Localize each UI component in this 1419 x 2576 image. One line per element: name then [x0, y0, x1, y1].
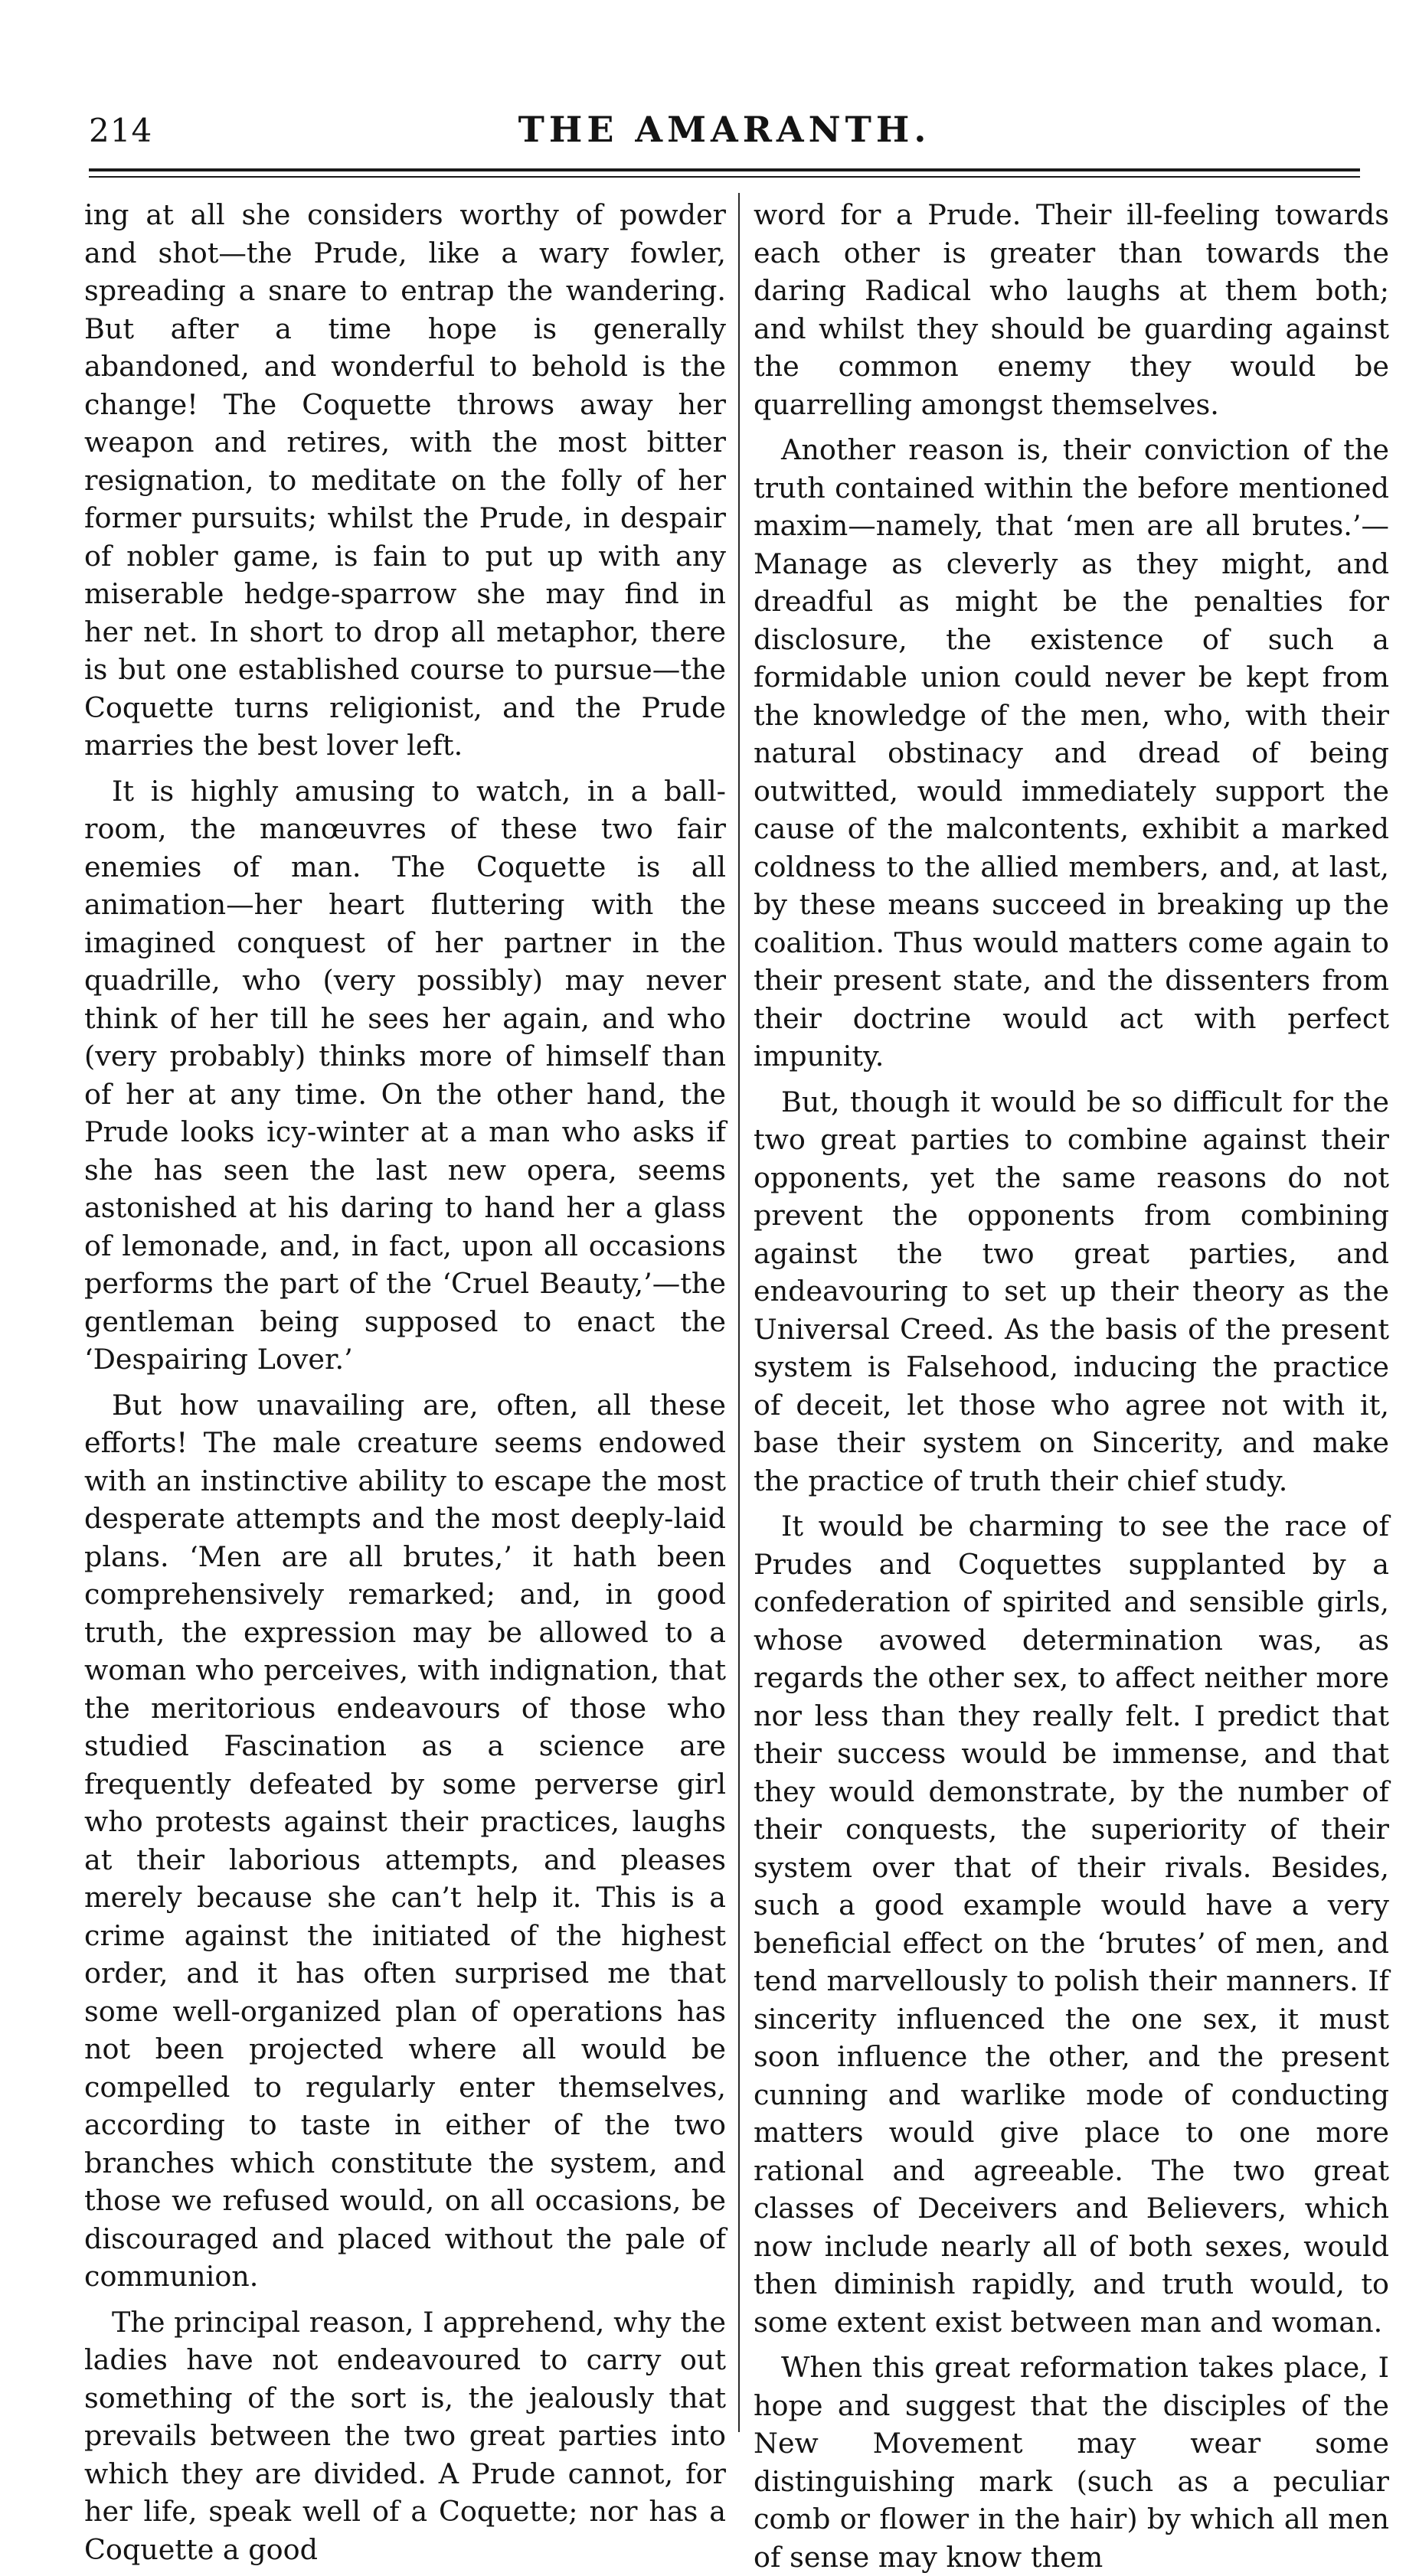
paragraph: But, though it would be so difficult for the two great parties to combine against their opponents, yet the same reasons do not prevent the opponents from combining against the two great parties, and endeavouring to set up their theory as the Universal Creed. As the basis of the present system is Falsehood, inducing the practice of deceit, let those who agree not with it, base their system on Sincerity, and make the practice of truth their chief study.	[754, 1085, 1389, 1497]
header-rule-thick	[89, 168, 1360, 171]
paragraph: word for a Prude. Their ill-feeling towards each other is greater than towards the daring Radical who laughs at them both; and whilst they should be guarding against the common enemy they would be quarrelling amongst themselves.	[754, 198, 1389, 421]
paragraph: The principal reason, I apprehend, why the ladies have not endeavoured to carry out something of the sort is, the jealously that prevails between the two great parties into which they are divided. A Prude cannot, for her life, speak well of a Coquette; nor has a Coquette a good	[84, 2305, 726, 2566]
paragraph: But how unavailing are, often, all these efforts! The male creature seems endowed with an instinctive ability to escape the most desperate attempts and the most deeply-laid plans. ‘Men are all brutes,’ it hath been comprehensively remarked; and, in good truth, the expression may be allowed to a woman who perceives, with indignation, that the meritorious endeavours of those who studied Fascination as a science are frequently defeated by some perverse girl who protests against their practices, laughs at their laborious attempts, and pleases merely because she can’t help it. This is a crime against the initiated of the highest order, and it has often surprised me that some well-organized plan of operations has not been projected where all would be compelled to regularly enter themselves, according to taste in either of the two branches which constitute the system, and those we refused would, on all occasions, be discouraged and placed without the pale of communion.	[84, 1388, 726, 2293]
paragraph: When this great reformation takes place, I hope and suggest that the disciples of the New Movement may wear some distinguishing mark (such as a peculiar comb or flower in the hair) by which all men of sense may know them	[754, 2351, 1389, 2574]
paragraph: Another reason is, their conviction of the truth contained within the before mentioned maxim—namely, that ‘men are all brutes.’—Manage as cleverly as they might, and dreadful as might be the penalties for disclosure, the existence of such a formidable union could never be kept from the knowledge of the men, who, with their natural obstinacy and dread of being outwitted, would immediately support the cause of the malcontents, exhibit a marked coldness to the allied members, and, at last, by these means succeed in breaking up the coalition. Thus would matters come again to their present state, and the dissenters from their doctrine would act with perfect impunity.	[754, 433, 1389, 1073]
header-rule-thin	[89, 176, 1360, 178]
right-column	[754, 196, 1389, 2576]
running-title: THE AMARANTH.	[518, 109, 931, 150]
page-header	[89, 106, 1360, 159]
paragraph: It is highly amusing to watch, in a ball-room, the manœuvres of these two fair enemies of man. The Coquette is all animation—her heart fluttering with the imagined conquest of her partner in the quadrille, who (very possibly) may never think of her till he sees her again, and who (very probably) thinks more of himself than of her at any time. On the other hand, the Prude looks icy-winter at a man who asks if she has seen the last new opera, seems astonished at his daring to hand her a glass of lemonade, and, in fact, upon all occasions performs the part of the ‘Cruel Beauty,’—the gentleman being supposed to enact the ‘Despairing Lover.’	[84, 774, 726, 1376]
left-column	[84, 196, 726, 2568]
column-divider	[738, 193, 740, 2432]
paragraph: ing at all she considers worthy of powder and shot—the Prude, like a wary fowler, spreading a snare to entrap the wandering. But after a time hope is generally abandoned, and wonderful to behold is the change! The Coquette throws away her weapon and retires, with the most bitter resignation, to meditate on the folly of her former pursuits; whilst the Prude, in despair of nobler game, is fain to put up with any miserable hedge-sparrow she may find in her net. In short to drop all metaphor, there is but one established course to pursue—the Coquette turns religionist, and the Prude marries the best lover left.	[84, 198, 726, 762]
page-number: 214	[89, 112, 153, 149]
paragraph: It would be charming to see the race of Prudes and Coquettes supplanted by a confederation of spirited and sensible girls, whose avowed determination was, as regards the other sex, to affect neither more nor less than they really felt. I predict that their success would be immense, and that they would demonstrate, by the number of their conquests, the superiority of their system over that of their rivals. Besides, such a good example would have a very beneficial effect on the ‘brutes’ of men, and tend marvellously to polish their manners. If sincerity influenced the one sex, it must soon influence the other, and the present cunning and warlike mode of conducting matters would give place to one more rational and agreeable. The two great classes of Deceivers and Believers, which now include nearly all of both sexes, would then diminish rapidly, and truth would, to some extent exist between man and woman.	[754, 1510, 1389, 2339]
